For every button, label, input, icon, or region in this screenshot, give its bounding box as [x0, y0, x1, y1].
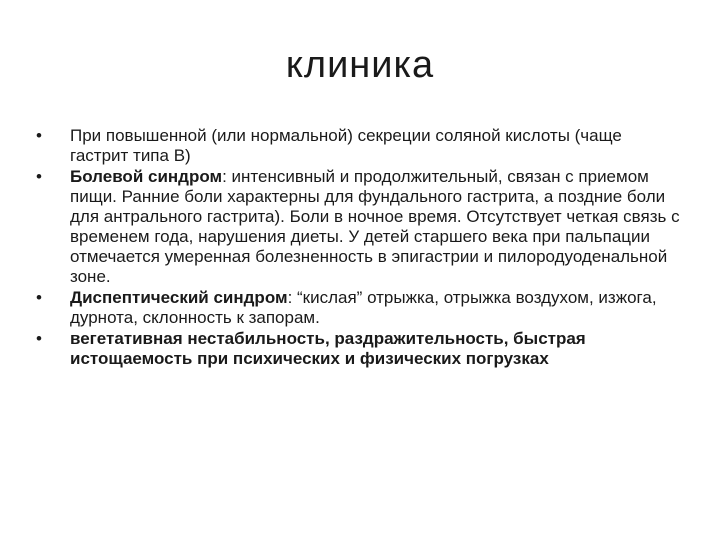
bullet-heading: Болевой синдром [70, 167, 223, 186]
bullet-item-pain-syndrome [36, 167, 684, 287]
bullet-marker: • [36, 329, 42, 348]
bullet-text: : интенсивный и продолжительный, связан с приемом пищи. Ранние боли характерны для фундального гастрита, а поздние боли для антрального гастрита). Боли в ночное время. Отсутствует четкая связь с временем года, нарушения диеты. У детей старшего века при пальпации отмечается умеренная болезненность в эпигастрии и пилородуоденальной зоне. [70, 167, 680, 286]
bullet-item-secretion [36, 126, 684, 166]
bullet-marker: • [36, 167, 42, 186]
bullet-marker: • [36, 126, 42, 145]
bullet-marker: • [36, 288, 42, 307]
bullet-heading: Диспептический синдром [70, 288, 288, 307]
slide-title: клиника [285, 44, 435, 86]
bullet-text: : “кислая” отрыжка, отрыжка воздухом, изжога, дурнота, склонность к запорам. [70, 288, 657, 327]
bullet-item-dyspeptic-syndrome [36, 288, 684, 328]
bullet-text: При повышенной (или нормальной) секреции соляной кислоты (чаще гастрит типа В) [70, 126, 622, 165]
bullet-list [36, 126, 684, 370]
bullet-heading: вегетативная нестабильность, раздражительность, быстрая истощаемость при психических и физических погрузках [70, 329, 586, 368]
bullet-item-vegetative [36, 329, 684, 369]
